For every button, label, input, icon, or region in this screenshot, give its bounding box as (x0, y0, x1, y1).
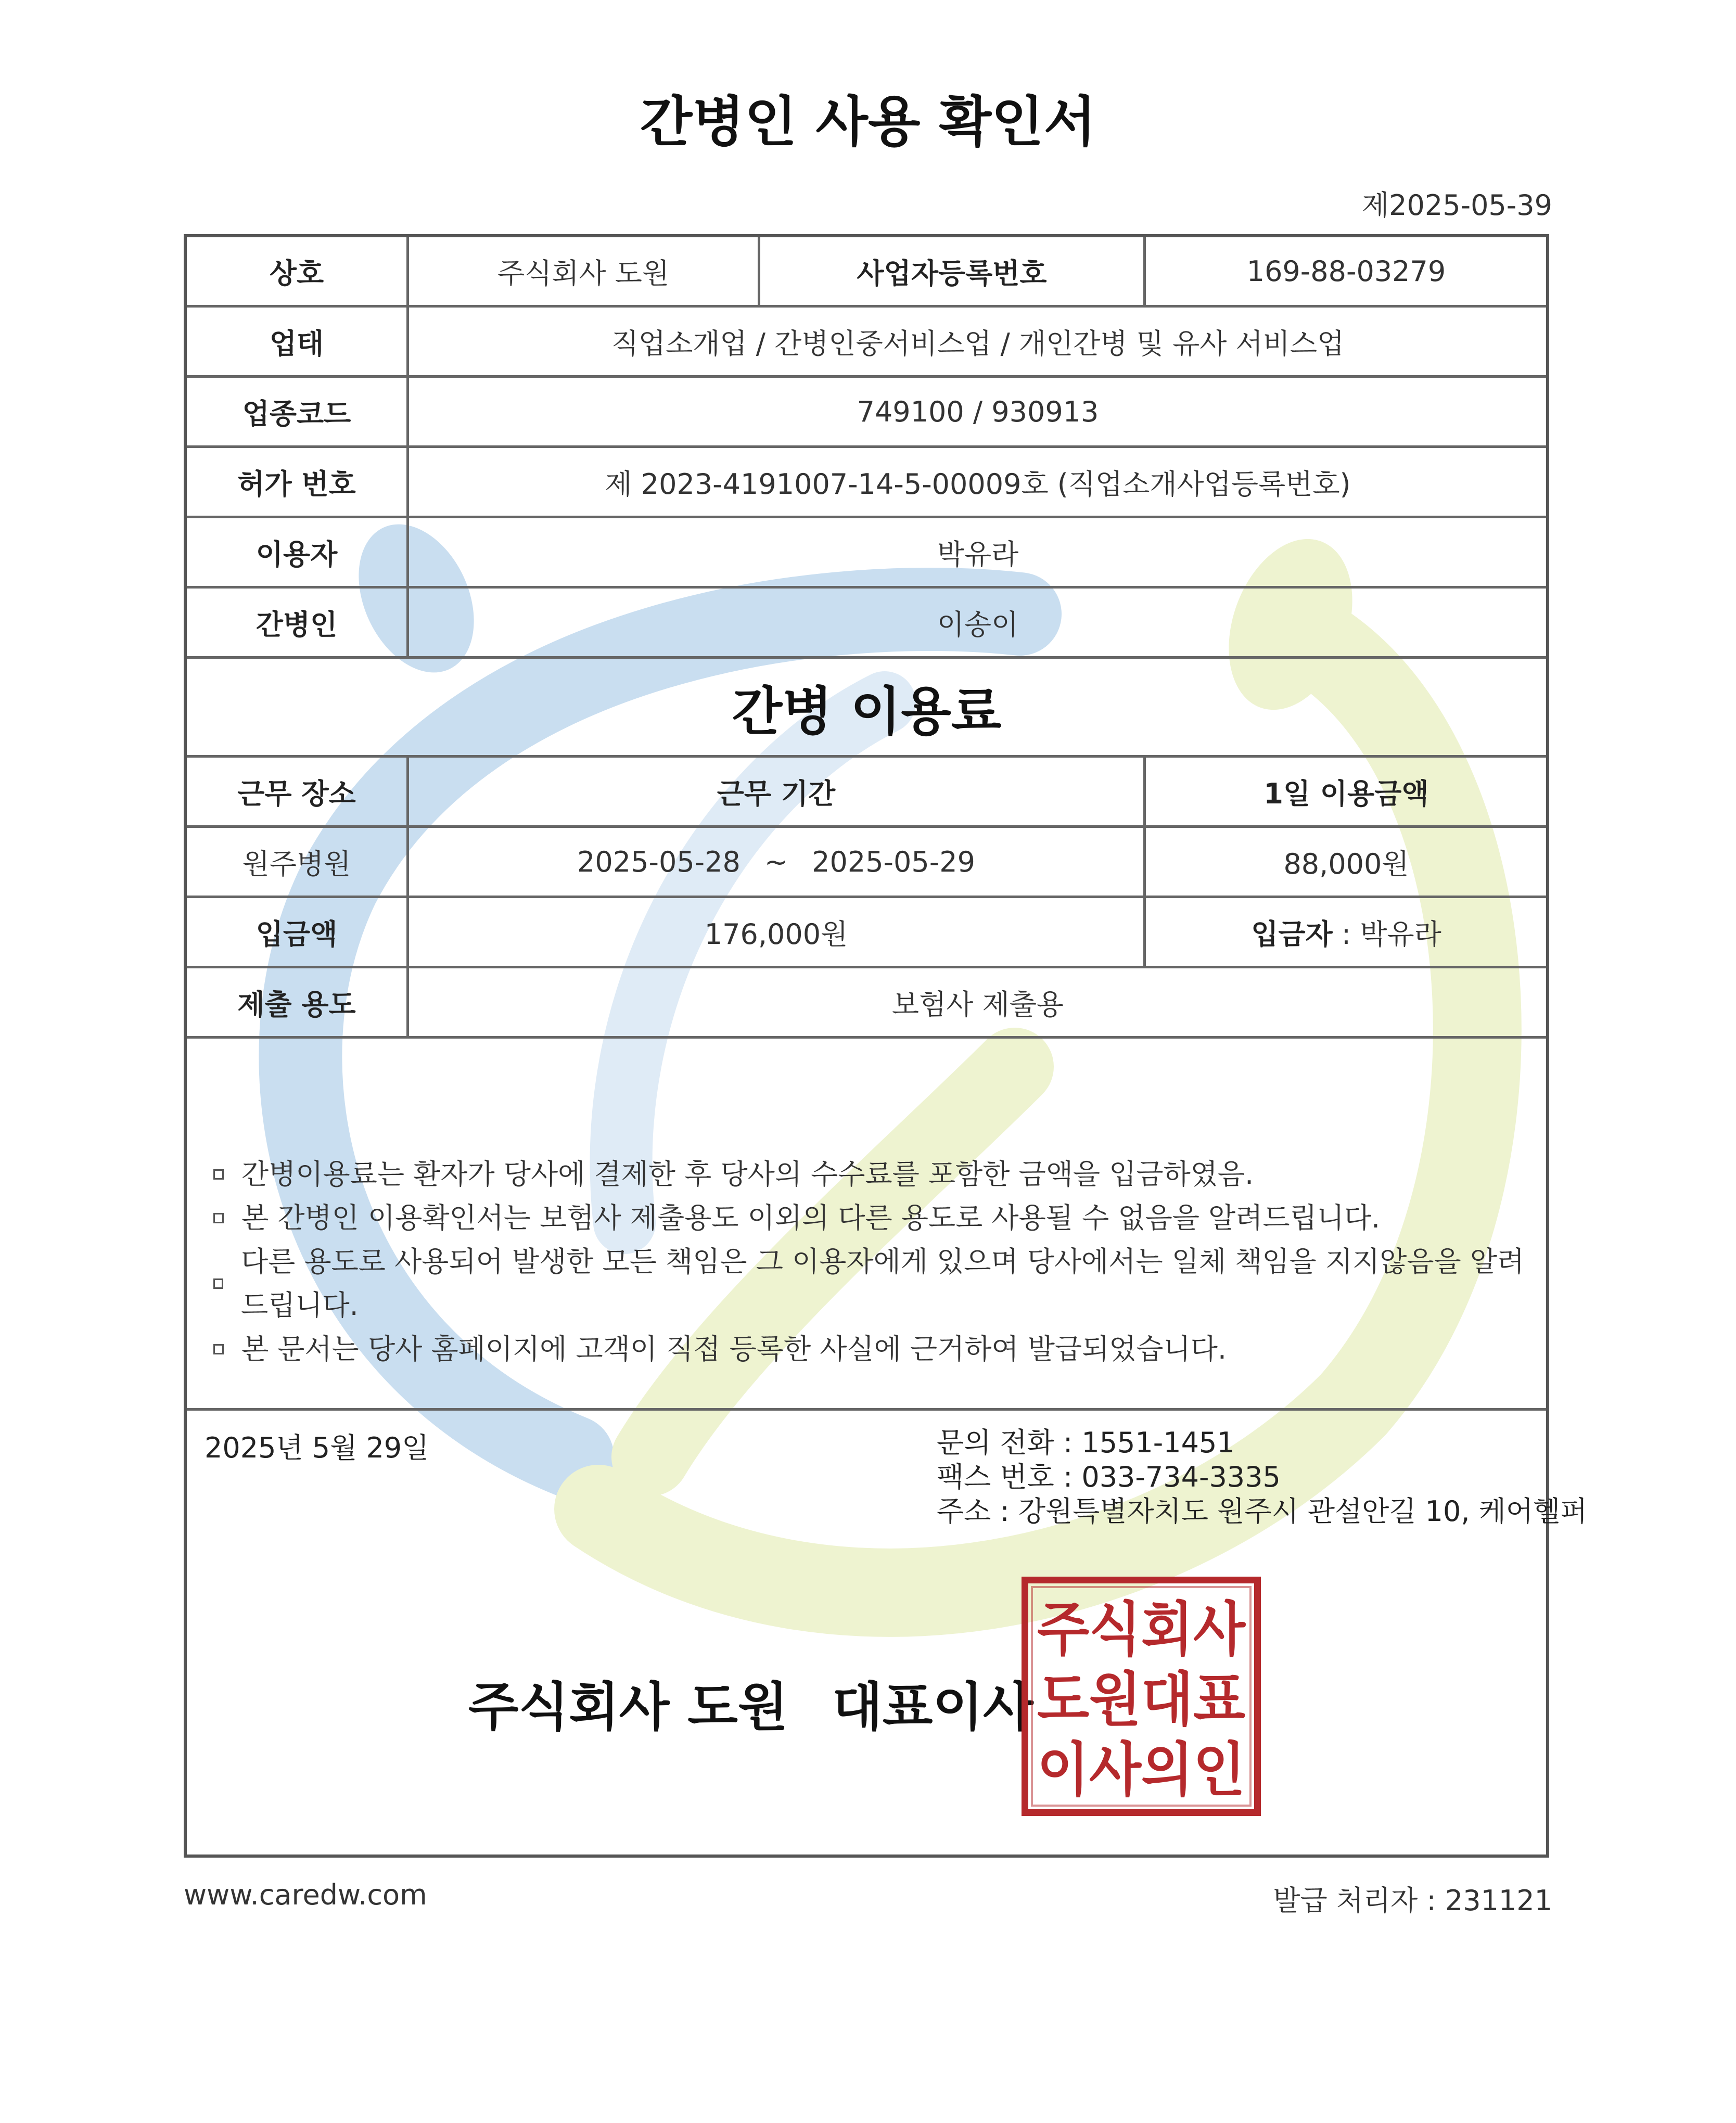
company-seal-stamp (1022, 1577, 1261, 1816)
purpose-value: 보험사 제출용 (891, 988, 1064, 1021)
contact-fax: 팩스 번호 : 033-734-3335 (937, 1461, 1281, 1493)
note-item: 다른 용도로 사용되어 발생한 모든 책임은 그 이용자에게 있으며 당사에서는 일체 책임을 지지않음을 알려드립니다. (208, 1240, 1540, 1327)
seal-text-row: 도원대표 (1037, 1666, 1245, 1734)
caregiver-label: 간병인 (256, 608, 338, 641)
company-label: 상호 (269, 257, 324, 290)
square-bullet-icon (213, 1169, 224, 1180)
contact-info (937, 1426, 1587, 1529)
square-bullet-icon (213, 1213, 224, 1223)
daily-fee-value: 88,000원 (1283, 847, 1409, 880)
seal-text-row: 주식회사 (1037, 1596, 1246, 1664)
document-title: 간병인 사용 확인서 (640, 90, 1096, 154)
user-label: 이용자 (256, 538, 338, 571)
work-place-value: 원주병원 (242, 847, 351, 880)
document-frame (184, 234, 1549, 1858)
document-number: 제2025-05-39 (1362, 189, 1552, 222)
permit-value: 제 2023-4191007-14-5-00009호 (직업소개사업등록번호) (605, 467, 1351, 501)
contact-address: 주소 : 강원특별자치도 원주시 관설안길 10, 케어헬퍼 (937, 1495, 1588, 1528)
work-place-label: 근무 장소 (237, 777, 356, 810)
note-item: 간병이용료는 환자가 당사에 결제한 후 당사의 수수료를 포함한 금액을 입금하였음. (208, 1153, 1540, 1196)
company-signature (468, 1665, 1033, 1740)
deposit-label: 입금액 (256, 917, 338, 951)
signature-company-name: 주식회사 도원 (468, 1677, 788, 1737)
fee-section-title: 간병 이용료 (732, 681, 1002, 742)
industry-label: 업태 (269, 327, 324, 360)
company-value: 주식회사 도원 (497, 257, 670, 290)
industry-value: 직업소개업 / 간병인중서비스업 / 개인간병 및 유사 서비스업 (611, 327, 1345, 360)
footer-website: www.caredw.com (184, 1878, 427, 1911)
note-item: 본 문서는 당사 홈페이지에 고객이 직접 등록한 사실에 근거하여 발급되었습니다. (208, 1327, 1540, 1371)
industry-code-value: 749100 / 930913 (857, 395, 1099, 428)
note-item: 본 간병인 이용확인서는 보험사 제출용도 이외의 다른 용도로 사용될 수 없음을 알려드립니다. (208, 1196, 1540, 1240)
biz-reg-label: 사업자등록번호 (857, 257, 1047, 290)
footer-issuer: 발급 처리자 : 231121 (1273, 1884, 1552, 1917)
square-bullet-icon (213, 1344, 224, 1354)
deposit-value: 176,000원 (704, 917, 848, 951)
biz-reg-value: 169-88-03279 (1246, 254, 1446, 288)
period-end: 2025-05-29 (812, 845, 975, 878)
notes-list (208, 1153, 1540, 1371)
period-start: 2025-05-28 (577, 845, 741, 878)
depositor-label: 입금자 (1251, 917, 1333, 951)
purpose-label: 제출 용도 (237, 988, 356, 1021)
contact-phone: 문의 전화 : 1551-1451 (937, 1426, 1235, 1459)
daily-fee-label: 1일 이용금액 (1263, 777, 1429, 810)
industry-code-label: 업종코드 (242, 397, 351, 430)
depositor-value: : 박유라 (1332, 917, 1441, 951)
signature-ceo-title: 대표이사 (832, 1677, 1033, 1737)
user-value: 박유라 (937, 538, 1019, 571)
issue-date: 2025년 5월 29일 (205, 1431, 429, 1464)
depositor-cell (1146, 898, 1547, 966)
permit-label: 허가 번호 (237, 467, 356, 501)
work-period-label: 근무 기간 (717, 777, 836, 810)
period-separator: ~ (764, 845, 788, 878)
caregiver-value: 이송이 (937, 608, 1019, 641)
work-period-value (409, 828, 1143, 896)
square-bullet-icon (213, 1278, 223, 1289)
seal-text-row: 이사의인 (1037, 1736, 1245, 1804)
